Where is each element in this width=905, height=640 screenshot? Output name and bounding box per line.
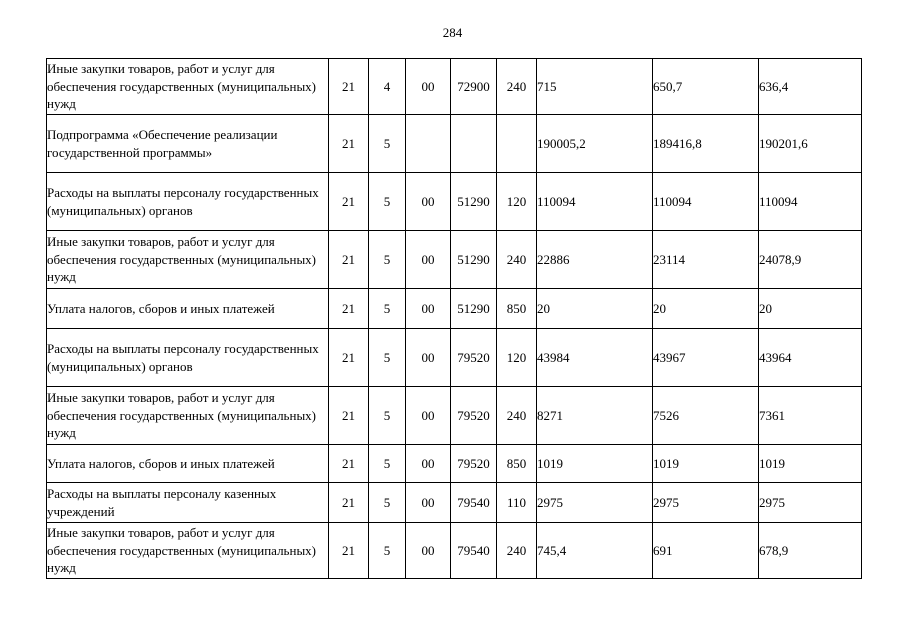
code-target-cell: 72900 (451, 59, 497, 115)
code-admin-cell: 21 (329, 115, 369, 173)
code-subsection-cell: 00 (406, 387, 451, 445)
row-name-cell: Иные закупки товаров, работ и услуг для обеспечения государственных (муниципальных) нужд (47, 231, 329, 289)
table-row (47, 523, 862, 579)
amount-year2-cell: 110094 (653, 173, 759, 231)
code-admin-cell: 21 (329, 173, 369, 231)
amount-year3-cell: 20 (759, 289, 862, 329)
row-name-cell: Расходы на выплаты персоналу государственных (муниципальных) органов (47, 173, 329, 231)
code-section-cell: 5 (369, 289, 406, 329)
code-subsection-cell: 00 (406, 483, 451, 523)
code-expense-cell: 110 (497, 483, 537, 523)
code-admin-cell: 21 (329, 289, 369, 329)
table-row (47, 445, 862, 483)
amount-year3-cell: 43964 (759, 329, 862, 387)
code-section-cell: 5 (369, 173, 406, 231)
amount-year3-cell: 110094 (759, 173, 862, 231)
row-name-cell: Уплата налогов, сборов и иных платежей (47, 445, 329, 483)
code-section-cell: 5 (369, 445, 406, 483)
code-expense-cell (497, 115, 537, 173)
amount-year3-cell: 636,4 (759, 59, 862, 115)
code-section-cell: 5 (369, 387, 406, 445)
code-target-cell: 51290 (451, 231, 497, 289)
budget-table-body (47, 59, 862, 579)
code-subsection-cell: 00 (406, 523, 451, 579)
row-name-cell: Иные закупки товаров, работ и услуг для обеспечения государственных (муниципальных) нужд (47, 387, 329, 445)
amount-year1-cell: 1019 (537, 445, 653, 483)
table-row (47, 289, 862, 329)
amount-year2-cell: 1019 (653, 445, 759, 483)
code-admin-cell: 21 (329, 483, 369, 523)
code-target-cell: 51290 (451, 289, 497, 329)
amount-year1-cell: 715 (537, 59, 653, 115)
code-admin-cell: 21 (329, 387, 369, 445)
code-section-cell: 5 (369, 523, 406, 579)
table-row (47, 329, 862, 387)
amount-year1-cell: 20 (537, 289, 653, 329)
code-expense-cell: 120 (497, 173, 537, 231)
amount-year3-cell: 678,9 (759, 523, 862, 579)
amount-year1-cell: 2975 (537, 483, 653, 523)
row-name-cell: Расходы на выплаты персоналу государственных (муниципальных) органов (47, 329, 329, 387)
amount-year2-cell: 20 (653, 289, 759, 329)
code-target-cell: 79540 (451, 523, 497, 579)
code-expense-cell: 240 (497, 523, 537, 579)
amount-year1-cell: 745,4 (537, 523, 653, 579)
code-admin-cell: 21 (329, 329, 369, 387)
amount-year1-cell: 190005,2 (537, 115, 653, 173)
amount-year2-cell: 7526 (653, 387, 759, 445)
amount-year1-cell: 43984 (537, 329, 653, 387)
table-row (47, 173, 862, 231)
code-target-cell: 79520 (451, 445, 497, 483)
amount-year1-cell: 22886 (537, 231, 653, 289)
code-target-cell: 79520 (451, 387, 497, 445)
amount-year3-cell: 2975 (759, 483, 862, 523)
table-row (47, 231, 862, 289)
row-name-cell: Уплата налогов, сборов и иных платежей (47, 289, 329, 329)
row-name-cell: Расходы на выплаты персоналу казенных учреждений (47, 483, 329, 523)
code-admin-cell: 21 (329, 445, 369, 483)
amount-year2-cell: 43967 (653, 329, 759, 387)
code-expense-cell: 850 (497, 445, 537, 483)
code-subsection-cell: 00 (406, 173, 451, 231)
code-subsection-cell: 00 (406, 59, 451, 115)
amount-year2-cell: 691 (653, 523, 759, 579)
code-expense-cell: 240 (497, 231, 537, 289)
code-subsection-cell: 00 (406, 231, 451, 289)
code-section-cell: 4 (369, 59, 406, 115)
code-target-cell (451, 115, 497, 173)
row-name-cell: Иные закупки товаров, работ и услуг для обеспечения государственных (муниципальных) нужд (47, 59, 329, 115)
table-row (47, 59, 862, 115)
amount-year1-cell: 110094 (537, 173, 653, 231)
budget-table (46, 58, 862, 579)
table-row (47, 483, 862, 523)
amount-year1-cell: 8271 (537, 387, 653, 445)
code-target-cell: 79540 (451, 483, 497, 523)
amount-year3-cell: 1019 (759, 445, 862, 483)
code-section-cell: 5 (369, 483, 406, 523)
table-row (47, 115, 862, 173)
code-admin-cell: 21 (329, 523, 369, 579)
code-section-cell: 5 (369, 329, 406, 387)
code-admin-cell: 21 (329, 231, 369, 289)
amount-year2-cell: 2975 (653, 483, 759, 523)
amount-year2-cell: 23114 (653, 231, 759, 289)
code-section-cell: 5 (369, 231, 406, 289)
code-expense-cell: 240 (497, 387, 537, 445)
code-admin-cell: 21 (329, 59, 369, 115)
row-name-cell: Иные закупки товаров, работ и услуг для обеспечения государственных (муниципальных) нужд (47, 523, 329, 579)
amount-year3-cell: 7361 (759, 387, 862, 445)
code-subsection-cell: 00 (406, 445, 451, 483)
table-row (47, 387, 862, 445)
code-expense-cell: 850 (497, 289, 537, 329)
page-number: 284 (442, 25, 463, 40)
row-name-cell: Подпрограмма «Обеспечение реализации государственной программы» (47, 115, 329, 173)
amount-year3-cell: 24078,9 (759, 231, 862, 289)
amount-year2-cell: 650,7 (653, 59, 759, 115)
amount-year3-cell: 190201,6 (759, 115, 862, 173)
code-expense-cell: 240 (497, 59, 537, 115)
code-subsection-cell: 00 (406, 329, 451, 387)
code-subsection-cell (406, 115, 451, 173)
amount-year2-cell: 189416,8 (653, 115, 759, 173)
code-section-cell: 5 (369, 115, 406, 173)
code-expense-cell: 120 (497, 329, 537, 387)
code-target-cell: 79520 (451, 329, 497, 387)
code-subsection-cell: 00 (406, 289, 451, 329)
code-target-cell: 51290 (451, 173, 497, 231)
